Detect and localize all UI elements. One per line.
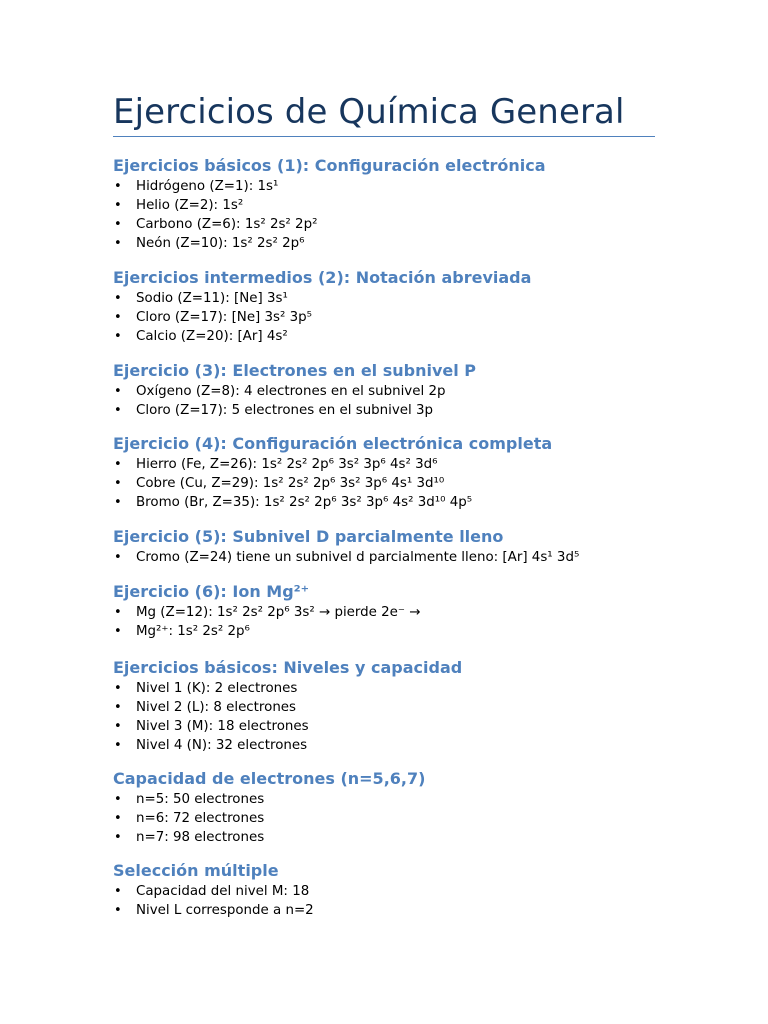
list-item [113, 790, 655, 809]
list-item-text: Mg²⁺: 1s² 2s² 2p⁶ [136, 624, 250, 639]
bullet-icon: • [114, 792, 122, 807]
list-item-text: n=6: 72 electrones [136, 811, 265, 826]
list-item-text: Carbono (Z=6): 1s² 2s² 2p² [136, 217, 318, 232]
list-item-text: n=7: 98 electrones [136, 830, 265, 845]
list-item-text: Neón (Z=10): 1s² 2s² 2p⁶ [136, 236, 305, 251]
list-item [113, 493, 655, 512]
section-3 [113, 360, 655, 420]
bullet-list [113, 289, 655, 346]
bullet-icon: • [114, 738, 122, 753]
list-item-text: Helio (Z=2): 1s² [136, 198, 244, 213]
list-item [113, 215, 655, 234]
bullet-icon: • [114, 403, 122, 418]
list-item [113, 603, 655, 622]
list-item [113, 401, 655, 420]
section-2 [113, 267, 655, 346]
bullet-icon: • [114, 719, 122, 734]
list-item-text: Hidrógeno (Z=1): 1s¹ [136, 179, 279, 194]
bullet-icon: • [114, 329, 122, 344]
bullet-icon: • [114, 903, 122, 918]
list-item [113, 717, 655, 736]
list-item-text: Cloro (Z=17): 5 electrones en el subnivel 3p [136, 403, 434, 418]
list-item [113, 455, 655, 474]
section-1 [113, 155, 655, 253]
bullet-list [113, 679, 655, 755]
list-item-text: Nivel 3 (M): 18 electrones [136, 719, 309, 734]
section-8 [113, 768, 655, 847]
list-item-text: Sodio (Z=11): [Ne] 3s¹ [136, 291, 288, 306]
bullet-icon: • [114, 550, 122, 565]
bullet-icon: • [114, 681, 122, 696]
list-item [113, 736, 655, 755]
bullet-icon: • [114, 476, 122, 491]
bullet-icon: • [114, 811, 122, 826]
section-4 [113, 433, 655, 512]
list-item-text: Nivel 1 (K): 2 electrones [136, 681, 298, 696]
bullet-list [113, 790, 655, 847]
section-heading: Ejercicio (4): Configuración electrónica completa [113, 434, 553, 453]
section-heading: Capacidad de electrones (n=5,6,7) [113, 769, 426, 788]
bullet-list [113, 177, 655, 253]
list-item [113, 177, 655, 196]
bullet-list [113, 455, 655, 512]
section-heading: Ejercicios básicos: Niveles y capacidad [113, 658, 463, 677]
list-item [113, 698, 655, 717]
bullet-icon: • [114, 236, 122, 251]
list-item [113, 828, 655, 847]
list-item-text: Capacidad del nivel M: 18 [136, 884, 310, 899]
list-item-text: Nivel L corresponde a n=2 [136, 903, 314, 918]
section-7 [113, 657, 655, 755]
list-item-text: Nivel 2 (L): 8 electrones [136, 700, 297, 715]
bullet-icon: • [114, 700, 122, 715]
list-item [113, 308, 655, 327]
bullet-icon: • [114, 605, 122, 620]
section-heading: Ejercicio (3): Electrones en el subnivel P [113, 361, 477, 380]
list-item [113, 622, 655, 641]
bullet-list [113, 882, 655, 920]
section-heading: Ejercicio (5): Subnivel D parcialmente lleno [113, 527, 504, 546]
bullet-list [113, 382, 655, 420]
list-item-text: Oxígeno (Z=8): 4 electrones en el subnivel 2p [136, 384, 446, 399]
bullet-icon: • [114, 384, 122, 399]
section-heading: Selección múltiple [113, 861, 279, 880]
title-underline-divider [113, 136, 655, 137]
list-item-text: Mg (Z=12): 1s² 2s² 2p⁶ 3s² → pierde 2e⁻ → [136, 605, 421, 620]
list-item [113, 474, 655, 493]
list-item [113, 327, 655, 346]
section-9 [113, 860, 655, 920]
bullet-list [113, 548, 655, 567]
list-item-text: n=5: 50 electrones [136, 792, 265, 807]
document-page [113, 0, 655, 918]
bullet-icon: • [114, 495, 122, 510]
bullet-icon: • [114, 310, 122, 325]
bullet-icon: • [114, 179, 122, 194]
list-item [113, 679, 655, 698]
list-item [113, 382, 655, 401]
section-heading: Ejercicios básicos (1): Configuración electrónica [113, 156, 546, 175]
bullet-icon: • [114, 624, 122, 639]
list-item [113, 901, 655, 920]
list-item [113, 234, 655, 253]
document-title: Ejercicios de Química General [113, 92, 625, 132]
bullet-icon: • [114, 198, 122, 213]
list-item [113, 196, 655, 215]
bullet-icon: • [114, 217, 122, 232]
bullet-icon: • [114, 884, 122, 899]
list-item-text: Calcio (Z=20): [Ar] 4s² [136, 329, 288, 344]
section-5 [113, 526, 655, 567]
bullet-icon: • [114, 830, 122, 845]
list-item-text: Bromo (Br, Z=35): 1s² 2s² 2p⁶ 3s² 3p⁶ 4s² 3d¹⁰ 4p⁵ [136, 495, 473, 510]
list-item [113, 289, 655, 308]
bullet-icon: • [114, 291, 122, 306]
list-item-text: Nivel 4 (N): 32 electrones [136, 738, 308, 753]
list-item [113, 809, 655, 828]
bullet-icon: • [114, 457, 122, 472]
section-6 [113, 581, 655, 641]
list-item-text: Cromo (Z=24) tiene un subnivel d parcialmente lleno: [Ar] 4s¹ 3d⁵ [136, 550, 580, 565]
list-item-text: Hierro (Fe, Z=26): 1s² 2s² 2p⁶ 3s² 3p⁶ 4s² 3d⁶ [136, 457, 438, 472]
list-item-text: Cobre (Cu, Z=29): 1s² 2s² 2p⁶ 3s² 3p⁶ 4s¹ 3d¹⁰ [136, 476, 445, 491]
list-item [113, 882, 655, 901]
bullet-list [113, 603, 655, 641]
list-item [113, 548, 655, 567]
section-heading: Ejercicio (6): Ion Mg²⁺ [113, 582, 310, 601]
section-heading: Ejercicios intermedios (2): Notación abreviada [113, 268, 532, 287]
list-item-text: Cloro (Z=17): [Ne] 3s² 3p⁵ [136, 310, 313, 325]
